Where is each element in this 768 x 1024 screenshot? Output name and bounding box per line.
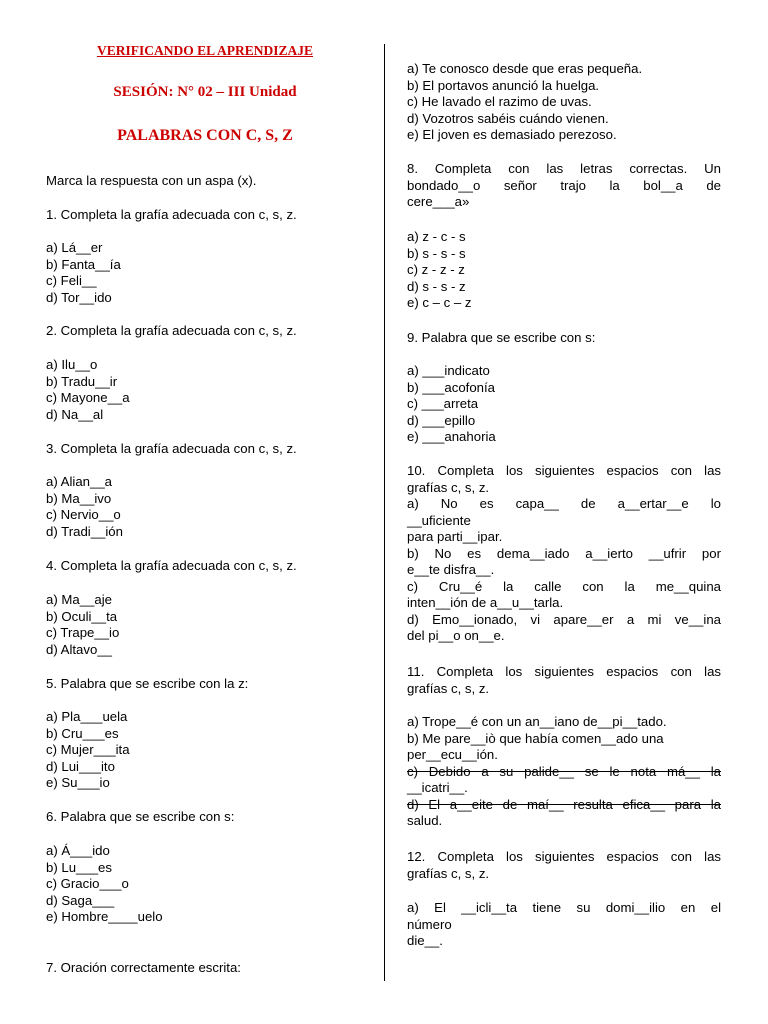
question-7-prompt: 7. Oración correctamente escrita: [46, 960, 241, 975]
option-d[interactable]: d) ___epillo [407, 412, 476, 428]
option-e[interactable]: e) ___anahoria [407, 429, 496, 444]
option-c[interactable]: c) He lavado el razimo de uvas. [407, 94, 592, 109]
session-heading: SESIÓN: N° 02 – III Unidad [113, 84, 297, 100]
option-c[interactable]: c) Feli__ [46, 273, 97, 288]
option-a[interactable]: a) z - c - s [407, 229, 466, 244]
option-a[interactable]: a) Ilu__o [46, 357, 98, 372]
option-c[interactable]: c) Gracio___o [46, 876, 129, 891]
q11-line: b) Me pare__iò que había comen__ado una [407, 730, 664, 746]
prompt-line: 11. Completa los siguientes espacios con las [407, 664, 721, 679]
q11-line: c) Debido a su palide__ se le nota má__ la [407, 763, 721, 779]
prompt-line: 8. Completa con las letras correctas. Un [407, 161, 721, 176]
q12-line: número [407, 916, 452, 932]
question-prompt: 6. Palabra que se escribe con s: [46, 809, 235, 824]
option-d[interactable]: d) Vozotros sabéis cuándo vienen. [407, 110, 609, 126]
q10-line: inten__ión de a__u__tarla. [407, 595, 564, 610]
question-prompt [407, 849, 721, 882]
q12-line: die__. [407, 933, 443, 948]
option-d[interactable]: d) Na__al [46, 406, 104, 422]
q10-line: __uficiente [407, 512, 471, 528]
option-b[interactable]: b) Cru___es [46, 725, 119, 741]
option-a[interactable]: a) Ma__aje [46, 592, 112, 607]
option-b[interactable]: b) Lu___es [46, 859, 112, 875]
prompt-line: grafías c, s, z. [407, 865, 490, 881]
q11-line: per__ecu__ión. [407, 747, 498, 762]
option-d[interactable]: d) Tradi__ión [46, 523, 123, 539]
option-b[interactable]: b) Tradu__ir [46, 373, 118, 389]
question-10 [407, 463, 721, 645]
q11-line: salud. [407, 813, 443, 828]
option-a[interactable]: a) Pla___uela [46, 709, 128, 724]
question-prompt: 2. Completa la grafía adecuada con c, s, z. [46, 323, 297, 338]
prompt-line: cere___a» [407, 194, 470, 209]
option-e[interactable]: e) Hombre____uelo [46, 909, 163, 924]
worksheet-title: VERIFICANDO EL APRENDIZAJE [96, 43, 314, 58]
option-b[interactable]: b) s - s - s [407, 245, 466, 261]
q10-line: para parti__ipar. [407, 529, 503, 544]
option-b[interactable]: b) ___acofonía [407, 379, 495, 395]
question-prompt: 3. Completa la grafía adecuada con c, s, z. [46, 441, 297, 456]
q11-line: a) Trope__é con un an__iano de__pi__tado. [407, 714, 667, 729]
option-a[interactable]: a) Alian__a [46, 474, 112, 489]
option-a[interactable]: a) Te conosco desde que eras pequeña. [407, 61, 643, 76]
option-c[interactable]: c) Mayone__a [46, 390, 130, 405]
question-body [407, 714, 721, 830]
question-prompt: 1. Completa la grafía adecuada con c, s, z. [46, 207, 297, 222]
prompt-line: bondado__o señor trajo la bol__a de [407, 177, 721, 193]
question-body [407, 900, 721, 950]
option-c[interactable]: c) ___arreta [407, 396, 479, 411]
option-c[interactable]: c) Nervio__o [46, 507, 121, 522]
question-prompt [407, 161, 721, 211]
option-c[interactable]: c) Mujer___ita [46, 742, 130, 757]
q10-line: a) No es capa__ de a__ertar__e lo [407, 496, 721, 511]
q11-line: d) El a__eite de maí__ resulta efica__ para la [407, 796, 721, 812]
option-b[interactable]: b) El portavos anunció la huelga. [407, 77, 600, 93]
option-c[interactable]: c) Trape__io [46, 625, 120, 640]
option-a[interactable]: a) Lá__er [46, 240, 103, 255]
column-divider [384, 44, 385, 981]
option-c[interactable]: c) z - z - z [407, 262, 465, 277]
option-e[interactable]: e) El joven es demasiado perezoso. [407, 127, 617, 142]
question-prompt: 9. Palabra que se escribe con s: [407, 330, 596, 345]
prompt-line: grafías c, s, z. [407, 680, 490, 696]
q10-line: d) Emo__ionado, vi apare__er a mi ve__ina [407, 611, 721, 627]
option-d[interactable]: d) s - s - z [407, 278, 466, 294]
question-prompt [407, 664, 721, 697]
option-b[interactable]: b) Ma__ivo [46, 490, 112, 506]
q10-line: del pi__o on__e. [407, 628, 505, 643]
option-d[interactable]: d) Saga___ [46, 892, 115, 908]
option-d[interactable]: d) Tor__ido [46, 289, 112, 305]
option-e[interactable]: e) c – c – z [407, 295, 472, 310]
q10-line: b) No es dema__iado a__ierto __ufrir por [407, 545, 721, 561]
question-prompt: 4. Completa la grafía adecuada con c, s, z. [46, 558, 297, 573]
q12-line: a) El __icli__ta tiene su domi__ilio en el [407, 900, 721, 915]
option-d[interactable]: d) Lui___ito [46, 758, 115, 774]
option-a[interactable]: a) Á___ido [46, 843, 110, 858]
q10-line: grafías c, s, z. [407, 479, 490, 495]
option-d[interactable]: d) Altavo__ [46, 641, 112, 657]
option-e[interactable]: e) Su___io [46, 775, 110, 790]
topic-heading: PALABRAS CON C, S, Z [117, 127, 293, 144]
option-b[interactable]: b) Fanta__ía [46, 256, 121, 272]
prompt-line: 12. Completa los siguientes espacios con las [407, 849, 721, 864]
q10-line: e__te disfra__. [407, 562, 495, 577]
q10-line: c) Cru__é la calle con la me__quina [407, 578, 721, 594]
q11-line: __icatri__. [407, 780, 468, 795]
question-prompt: 5. Palabra que se escribe con la z: [46, 676, 249, 691]
instruction-text: Marca la respuesta con un aspa (x). [46, 173, 257, 188]
option-a[interactable]: a) ___indicato [407, 363, 490, 378]
option-b[interactable]: b) Oculi__ta [46, 608, 118, 624]
q10-line: 10. Completa los siguientes espacios con las [407, 463, 721, 478]
